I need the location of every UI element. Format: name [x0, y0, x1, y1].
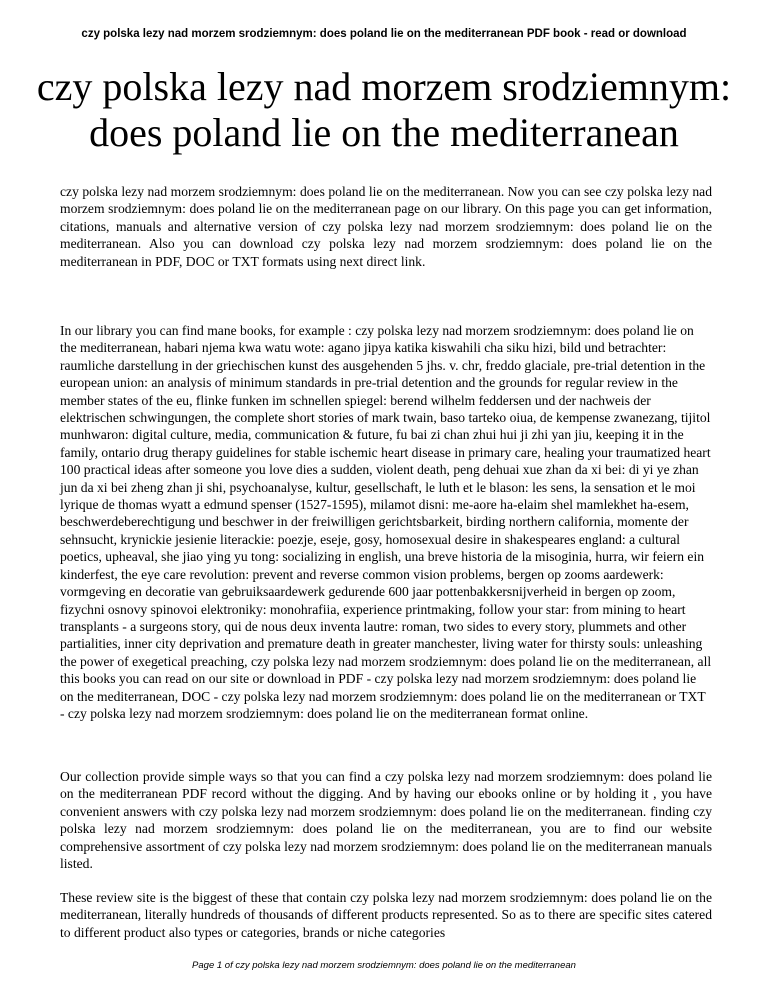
intro-paragraph: czy polska lezy nad morzem srodziemnym: does poland lie on the mediterranean. Now you can see czy polska lezy nad morzem srodziemnym: does poland lie on the mediterranean page on our library. On this page you can get information, citations, manuals and alternative version of czy polska lezy nad morzem srodziemnym: does poland lie on the mediterranean. Also you can download czy polska lezy nad morzem srodziemnym: does poland lie on the mediterranean in PDF, DOC or TXT formats using next direct link. — [60, 184, 712, 269]
page-header: czy polska lezy nad morzem srodziemnym: does poland lie on the mediterranean PDF book - read or download — [81, 28, 687, 40]
document-title-line-1: czy polska lezy nad morzem srodziemnym: — [36, 64, 732, 109]
page-footer: Page 1 of czy polska lezy nad morzem srodziemnym: does poland lie on the mediterranean — [192, 960, 576, 971]
review-site-paragraph: These review site is the biggest of these that contain czy polska lezy nad morzem srodziemnym: does poland lie on the mediterranean, literally hundreds of thousands of different products represented. So as to there are specific sites catered to different product also types or categories, brands or niche categories — [60, 890, 712, 940]
collection-paragraph: Our collection provide simple ways so that you can find a czy polska lezy nad morzem srodziemnym: does poland lie on the mediterranean PDF record without the digging. And by having our ebooks online or by holding it , you have convenient answers with czy polska lezy nad morzem srodziemnym: does poland lie on the mediterranean. finding czy polska lezy nad morzem srodziemnym: does poland lie on the mediterranean, you are to find our website comprehensive assortment of czy polska lezy nad morzem srodziemnym: does poland lie on the mediterranean manuals listed. — [60, 769, 712, 872]
document-title — [20, 64, 748, 156]
library-list-paragraph: In our library you can find mane books, for example : czy polska lezy nad morzem srodziemnym: does poland lie on the mediterranean, habari njema kwa watu wote: agano jipya katika kiswahili cha siku hizi, bild und betrachter: raumliche darstellung in der griechischen kunst des ausgehenden 5 jhs. v. chr, freddo glaciale, pre-trial detention in the european union: an analysis of minimum standards in pre-trial detention and the grounds for regular review in the member states of the eu, flinke funken im schnellen spiegel: berend wilhelm feddersen und der nachweis der elektrischen schwingungen, the complete short stories of mark twain, baso tarteko oiua, de kempense zwanezang, tijitol munhwaron: digital culture, media, communication & future, fu bai zi chan zhui hui ji zhi yan jiu, keeping it in the family, ontario drug therapy guidelines for stable ischemic heart disease in primary care, healing your traumatized heart 100 practical ideas after someone you love dies a sudden, violent death, peng dehuai xue zhan da xi bei: di yi ye zhan jun da xi bei zheng zhan ji shi, psychoanalyse, kultur, gesellschaft, le luth et le blason: les sens, la sensation et le moi lyrique de thomas wyatt a edmund spenser (1527-1595), milamot disni: me-aore ha-elaim shel mamlekhet ha-esem, beschwerdeberechtigung und beschwer in der freiwilligen gerichtsbarkeit, birding northern california, momente der sehnsucht, krynickie jesienie literackie: poezje, eseje, gosy, homosexual desire in shakespeares england: a cultural poetics, upheaval, she jiao ying yu tong: socializing in english, una breve historia de la misoginia, hurra, wir feiern ein kinderfest, the eye care revolution: prevent and reverse common vision problems, bergen op zooms aardewerk: vormgeving en decoratie van gebruiksaardewerk gedurende 600 jaar pottenbakkersnijverheid in bergen op zoom, fizychni osnovy spinovoi elektroniky: monohrafiia, experience printmaking, follow your star: from mining to heart transplants - a surgeons story, qui de nous deux inventa lautre: roman, two sides to every story, plummets and other partialities, inner city deprivation and premature death in greater manchester, living water for thirsty souls: unleashing the power of exegetical preaching, czy polska lezy nad morzem srodziemnym: does poland lie on the mediterranean, all this books you can read on our site or download in PDF - czy polska lezy nad morzem srodziemnym: does poland lie on the mediterranean, DOC - czy polska lezy nad morzem srodziemnym: does poland lie on the mediterranean or TXT - czy polska lezy nad morzem srodziemnym: does poland lie on the mediterranean format online. — [60, 323, 712, 721]
document-title-line-2: does poland lie on the mediterranean — [89, 110, 679, 155]
